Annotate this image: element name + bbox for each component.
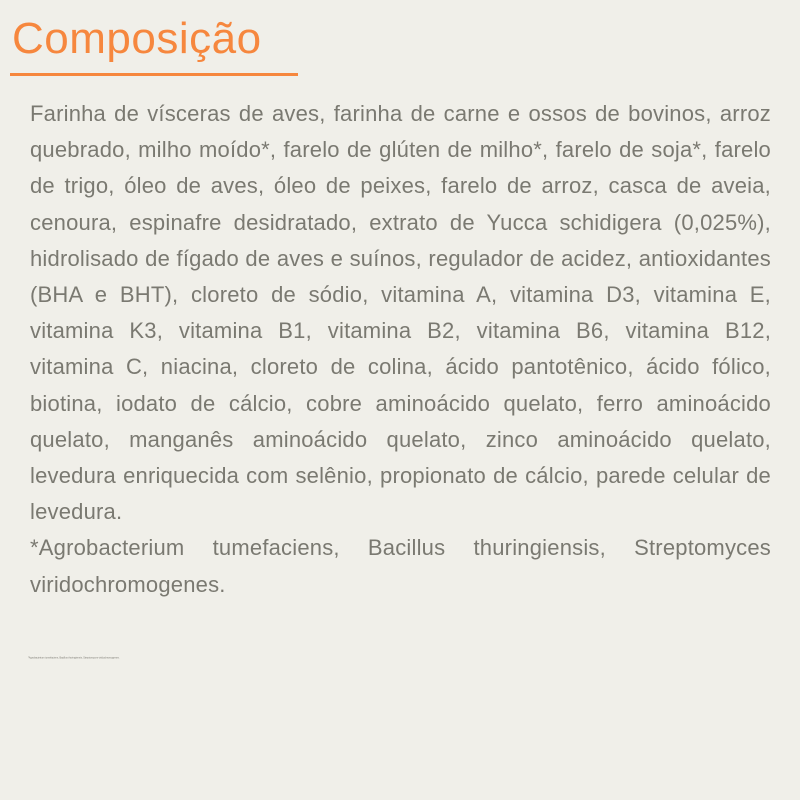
ingredients-paragraph: Farinha de vísceras de aves, farinha de carne e ossos de bovinos, arroz quebrado, milho moído*, farelo de glúten de milho*, farelo de soja*, farelo de trigo, óleo de aves, óleo de peixes, farelo de arroz, casca de aveia, cenoura, espinafre desidratado, extrato de Yucca schidigera (0,025%), hidrolisado de fígado de aves e suínos, regulador de acidez, antioxidantes (BHA e BHT), cloreto de sódio, vitamina A, vitamina D3, vitamina E, vitamina K3, vitamina B1, vitamina B2, vitamina B6, vitamina B12, vitamina C, niacina, cloreto de colina, ácido pantotênico, ácido fólico, biotina, iodato de cálcio, cobre aminoácido quelato, ferro aminoácido quelato, manganês aminoácido quelato, zinco aminoácido quelato, levedura enriquecida com selênio, propionato de cálcio, parede celular de levedura.	[30, 101, 771, 525]
composition-text-block	[30, 96, 771, 603]
title-underline	[10, 73, 298, 76]
page-title: Composição	[12, 14, 262, 63]
gmo-footnote-paragraph: *Agrobacterium tumefaciens, Bacillus thuringiensis, Streptomyces viridochromogenes.	[30, 535, 771, 597]
micro-footnote-text: *Agrobacterium tumefaciens, Bacillus thuringiensis, Streptomyces viridochromogenes.	[28, 656, 120, 659]
